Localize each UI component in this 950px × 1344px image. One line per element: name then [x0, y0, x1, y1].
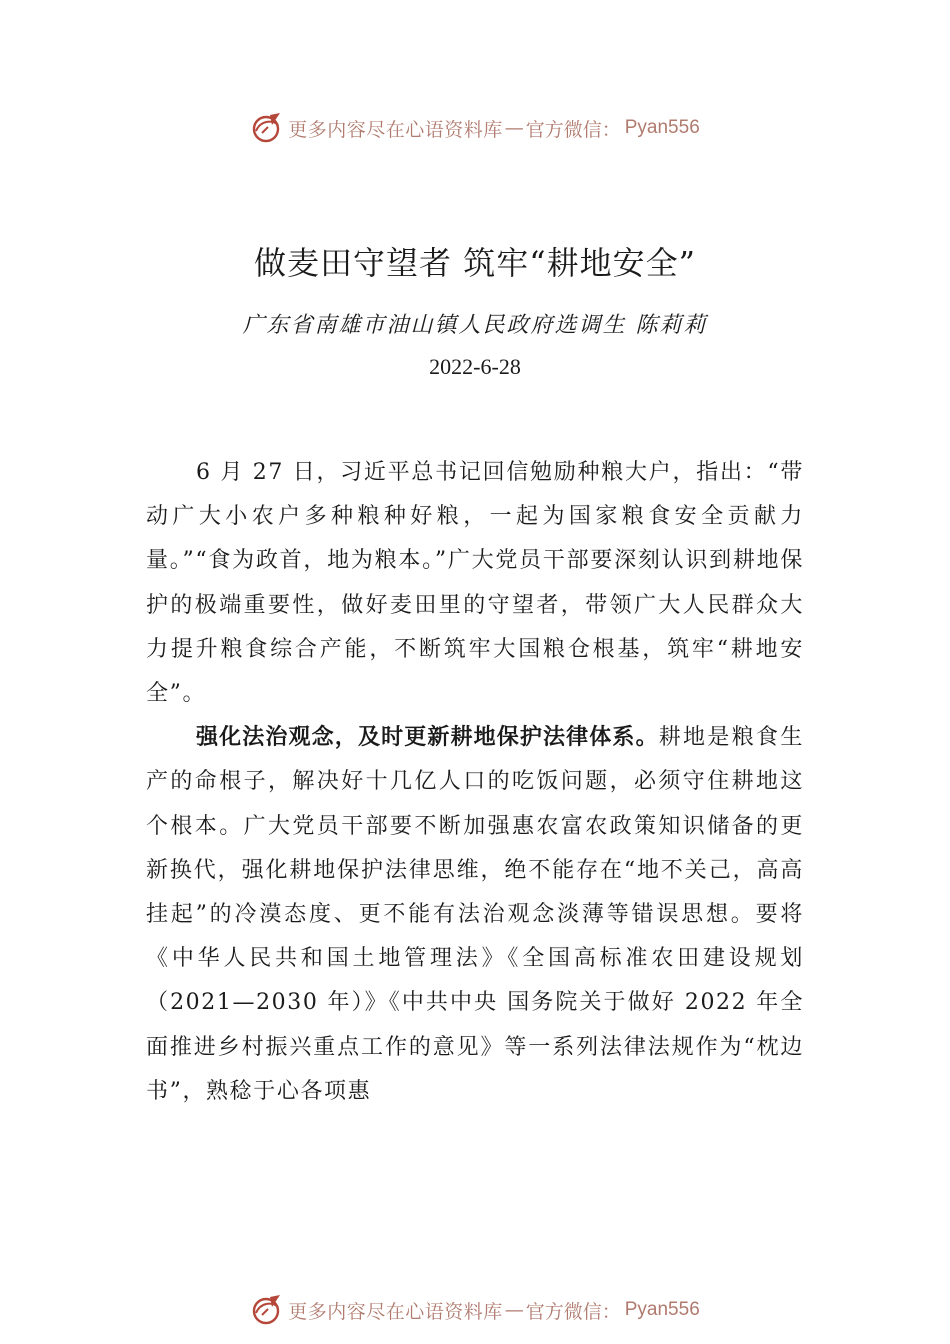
paragraph: [146, 716, 804, 1114]
banner-wechat-id: Pyan556: [624, 1299, 700, 1320]
banner-wechat-label: 官方微信：: [525, 1300, 621, 1323]
paragraph-heading: 强化法治观念，及时更新耕地保护法律体系。: [196, 725, 659, 751]
header-watermark-banner: [0, 108, 950, 148]
banner-dash: —: [504, 117, 524, 139]
paragraph-text: 耕地是粮食生产的命根子，解决好十几亿人口的吃饭问题，必须守住耕地这个根本。广大党员干部要不断加强惠农富农政策知识储备的更新换代，强化耕地保护法律思维，绝不能存在“地不关己，高高挂起”的冷漠态度、更不能有法治观念淡薄等错误思想。要将《中华人民共和国土地管理法》《全国高标准农田建设规划（2021—2030 年）》《中共中央 国务院关于做好 2022 年全面推进乡村振兴重点工作的意见》等一系列法律法规作为“枕边书”，熟稔于心各项惠: [146, 725, 804, 1104]
banner-wechat-label: 官方微信：: [525, 118, 621, 141]
banner-text: 更多内容尽在心语资料库: [288, 118, 503, 141]
article-date: 2022-6-28: [429, 354, 521, 379]
footer-watermark-banner: [0, 1290, 950, 1330]
pen-swirl-logo-icon: [250, 111, 284, 145]
banner-wechat-id: Pyan556: [624, 117, 700, 138]
banner-text: 更多内容尽在心语资料库: [288, 1300, 503, 1323]
paragraph: 6 月 27 日，习近平总书记回信勉励种粮大户，指出：“带动广大小农户多种粮种好粮，一起为国家粮食安全贡献力量。”“食为政首，地为粮本。”广大党员干部要深刻认识到耕地保护的极端重要性，做好麦田里的守望者，带领广大人民群众大力提升粮食综合产能，不断筑牢大国粮仓根基，筑牢“耕地安全”。: [146, 460, 804, 707]
article-body: [146, 451, 804, 1114]
article-title: 做麦田守望者 筑牢“耕地安全”: [254, 244, 696, 282]
article-author: 广东省南雄市油山镇人民政府选调生 陈莉莉: [242, 313, 708, 338]
pen-swirl-logo-icon: [250, 1293, 284, 1327]
banner-dash: —: [504, 1299, 524, 1321]
